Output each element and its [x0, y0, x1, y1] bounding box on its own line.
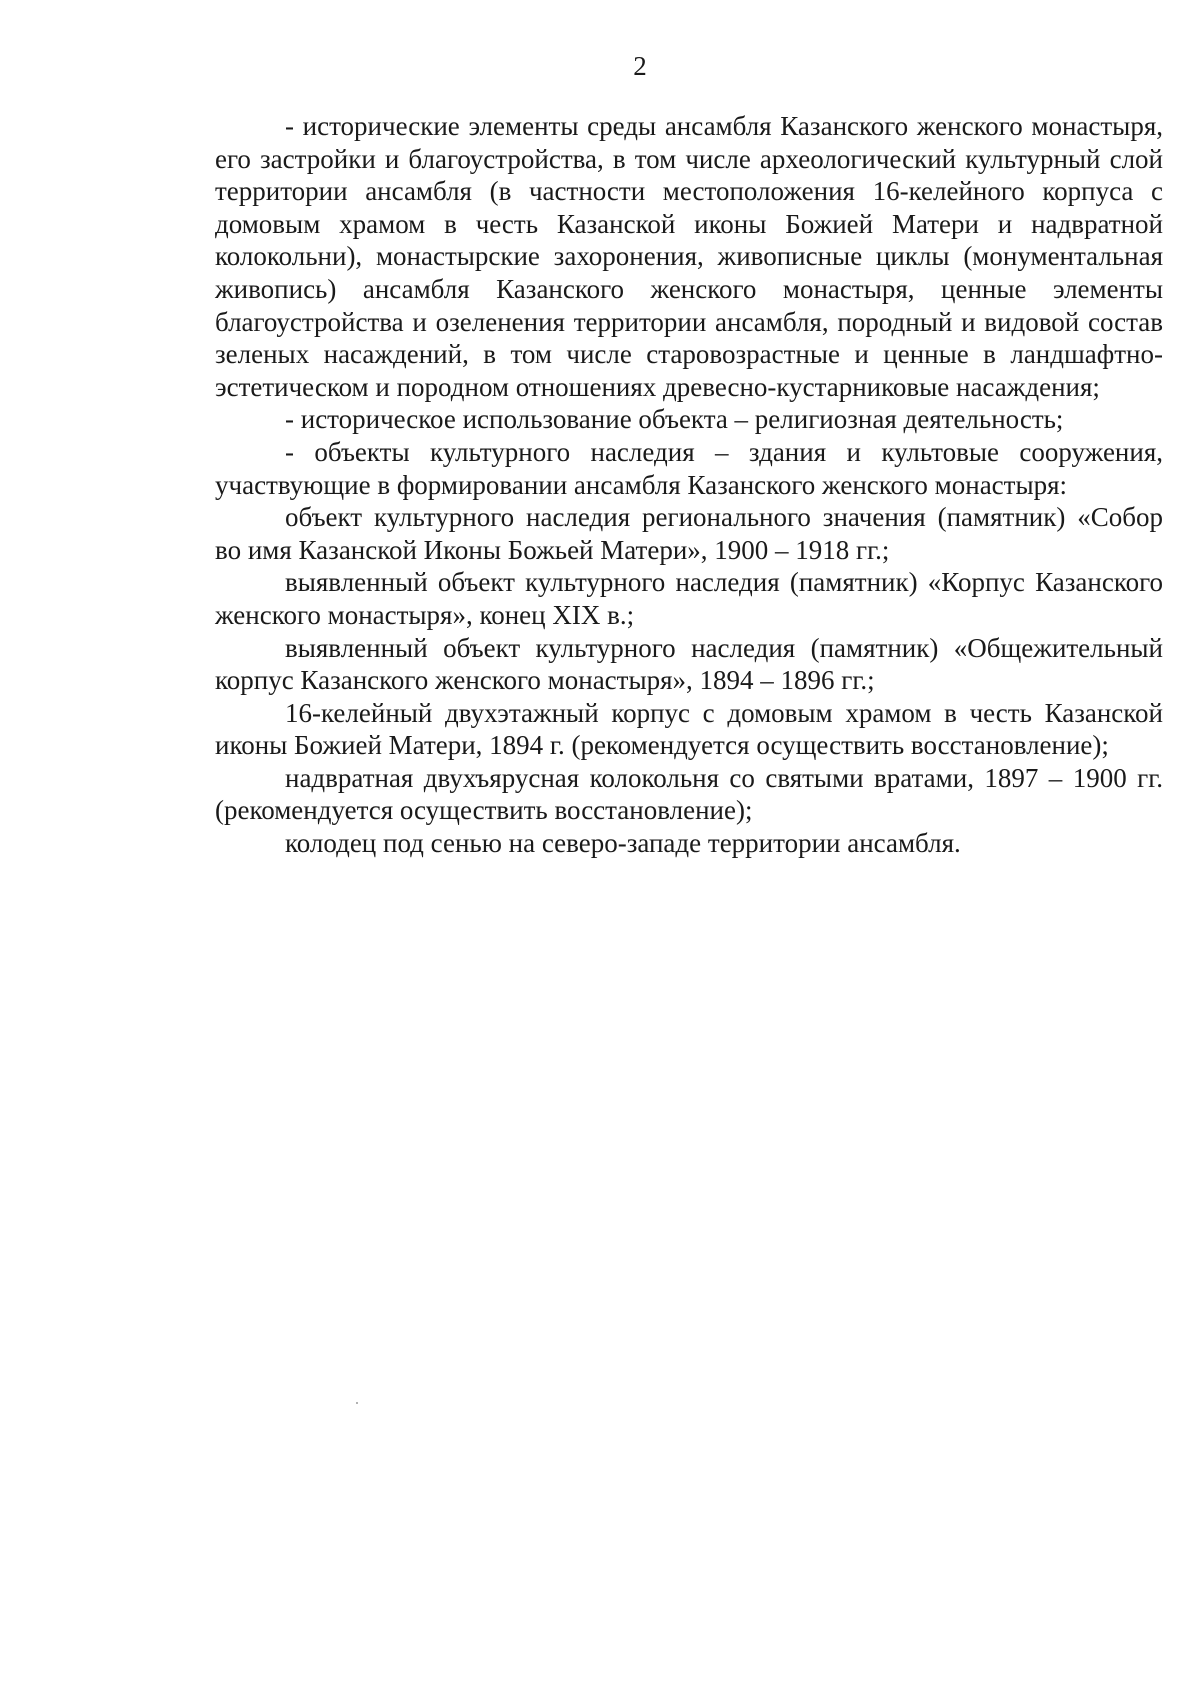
paragraph-cell-building: 16-келейный двухэтажный корпус с домовым храмом в честь Казанской иконы Божией Матери, 1894 г. (рекомендуется осуществить восстановление); — [215, 697, 1163, 761]
scan-artifact-dot — [356, 1402, 358, 1404]
paragraph-well: колодец под сенью на северо-западе территории ансамбля. — [285, 828, 961, 859]
document-body — [215, 110, 1163, 860]
paragraph-monastery-building: выявленный объект культурного наследия (памятник) «Корпус Казанского женского монастыря», конец XIX в.; — [215, 567, 1163, 630]
paragraph-heritage-objects: - объекты культурного наследия – здания и культовые сооружения, участвующие в формировании ансамбля Казанского женского монастыря: — [215, 436, 1163, 500]
paragraph-historic-elements: - исторические элементы среды ансамбля Казанского женского монастыря, его застройки и благоустройства, в том числе археологический культурный слой территории ансамбля (в частности местоположения 16-келейного корпуса с домовым храмом в честь Казанской иконы Божией Матери и надвратной колокольни), монастырские захоронения, живописные циклы (монументальная живопись) ансамбля Казанского женского монастыря, ценные элементы благоустройства и озеленения территории ансамбля, породный и видовой состав зеленых насаждений, в том числе старовозрастные и ценные в ландшафтно-эстетическом и породном отношениях древесно-кустарниковые насаждения; — [215, 111, 1163, 402]
paragraph-dormitory-building: выявленный объект культурного наследия (памятник) «Общежительный корпус Казанского женского монастыря», 1894 – 1896 гг.; — [215, 632, 1163, 696]
paragraph-cathedral: объект культурного наследия регионального значения (памятник) «Собор во имя Казанской Иконы Божьей Матери», 1900 – 1918 гг.; — [215, 502, 1163, 565]
paragraph-historic-use: - историческое использование объекта – религиозная деятельность; — [285, 404, 1064, 435]
paragraph-bell-tower: надвратная двухъярусная колокольня со святыми вратами, 1897 – 1900 гг. (рекомендуется осуществить восстановление); — [215, 762, 1163, 826]
page-number: 2 — [633, 51, 647, 81]
